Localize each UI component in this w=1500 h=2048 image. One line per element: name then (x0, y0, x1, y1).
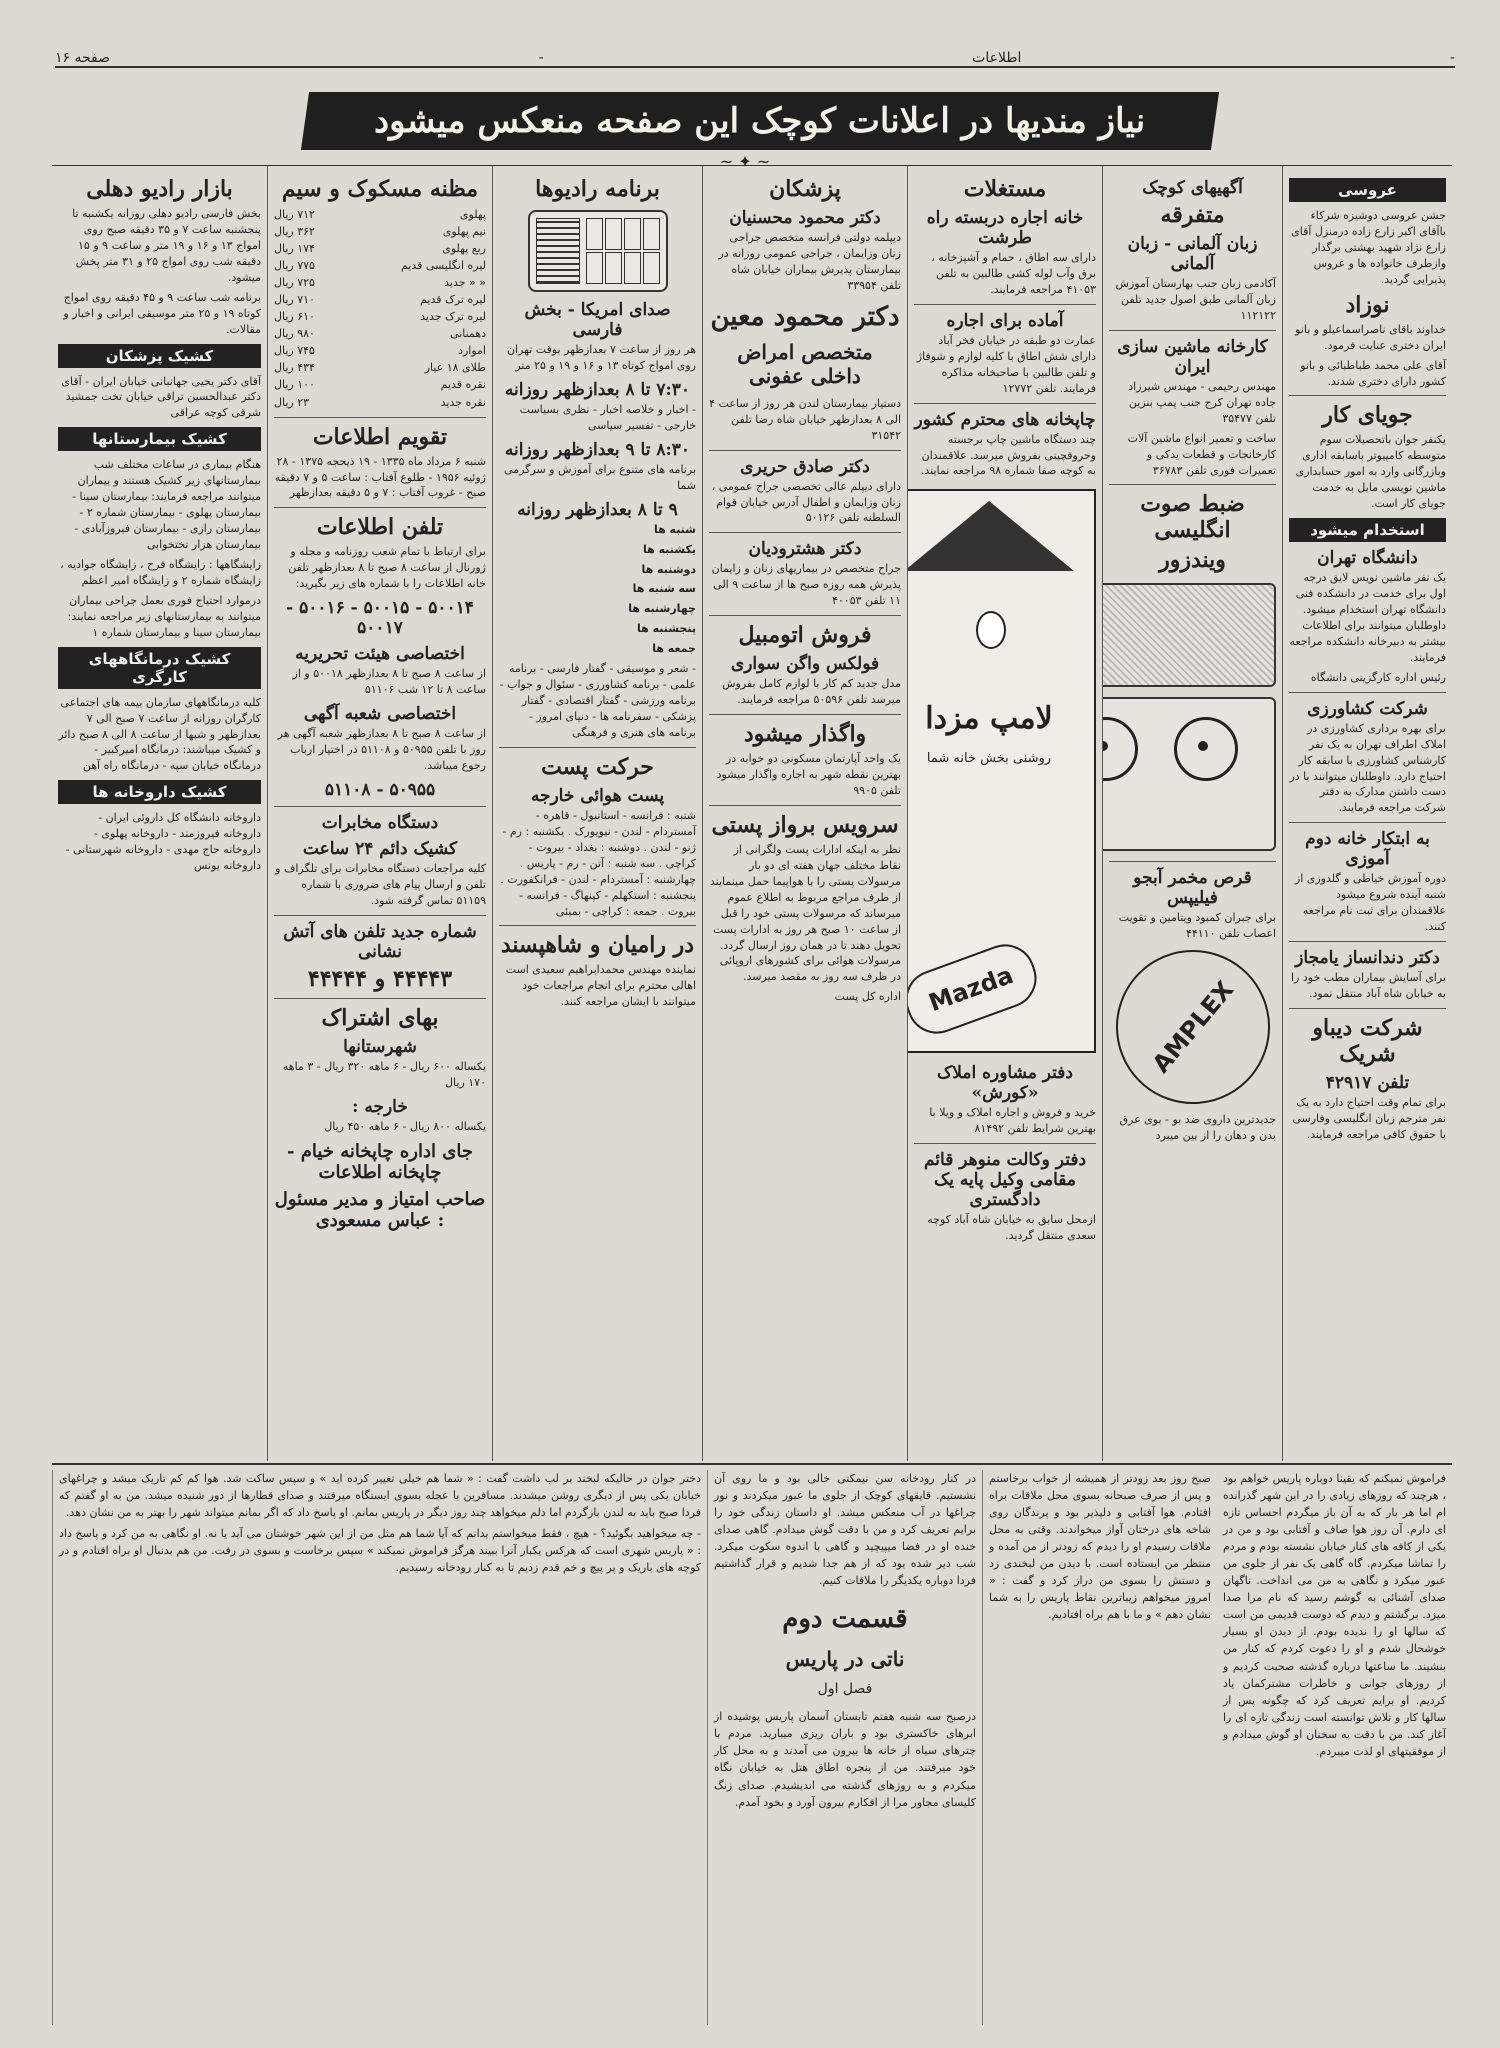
header-dash: - (538, 50, 544, 66)
ad-text: درموارد احتیاج فوری بعمل جراحی بیماران میتوانند به بیمارستانهای زیر مراجعه نمایند: بیمارستان سینا و بیمارستان شماره ۱ (67, 593, 261, 639)
publisher-info: صاحب امتیاز و مدیر مسئول : عباس مسعودی (274, 1188, 486, 1231)
coin-row: لیره انگلیسی قدیم ۷۷۵ ریال (274, 259, 486, 273)
ad-text: ساخت و تعمیر انواع ماشین آلات کارخانجات و قطعات یدکی و تعمیرات فوری تلفن ۳۶۷۸۳ (1127, 431, 1276, 477)
ornament-divider: ~ ✦ ~ (719, 152, 771, 171)
ad-text: بخش فارسی رادیو دهلی روزانه یکشنبه تا پنجشنبه ساعت ۷ و ۳۵ دقیقه صبح روی امواج ۱۳ و ۱۶ و ۱۹ متر و ساعت ۹ و ۱۵ دقیقه شب روی امواج ۲۵ و ۳۱ متر پخش میشود. (72, 207, 261, 284)
ad-text: از ساعت ۸ صبح تا ۸ بعدازظهر ۵۰۰۱۸ و از ساعت ۸ تا ۱۲ شب ۵۱۱۰۶ (292, 667, 486, 697)
ad-text: یک واحد آپارتمان مسکونی دو خوابه در بهترین نقطه شهر به اجاره واگذار میشود تلفن ۹۹۰۵ (716, 752, 901, 797)
column-real-estate (907, 166, 1102, 1461)
story-text: درصبح سه شنبه هفتم تابستان آسمان پاریس پوشیده از ابرهای خاکستری بود و باران ریزی میبارید. مردم با چترهای سیاه از خانه ها بیرون می آمدند و به محل کار خود میرفتند. من از پنجره اطاق هتل به خیابان نگاه میکردم و به روزهای گذشته می اندیشیدم. صدای زنگ کلیسای مجاور مرا از افکارم بیرون آورد و بخود آمدم. (714, 1710, 976, 1809)
ad-title: شماره جدید تلفن های آتش نشانی (283, 921, 477, 962)
mazda-lamp-ad (907, 489, 1096, 1053)
ad-title: دفتر مشاوره املاک «کورش» (936, 1063, 1073, 1104)
coin-row: لیره ترک جدید ۶۱۰ ریال (274, 310, 486, 324)
phone-numbers: ۵۰۹۵۵ - ۵۱۱۰۸ (324, 779, 436, 800)
ad-title: قرص مخمر آبجو فیلیپس (1133, 868, 1252, 909)
ad-text: برای تمام وقت احتیاج دارد به یک نفر مترجم زبان انگلیسی وفارسی با حقوق کافی مراجعه فرمایند. (1292, 1095, 1446, 1141)
ad-text: چند دستگاه ماشین چاپ برجسته وحروفچینی بفروش میرسد. علاقمندان به کوچه صفا شماره ۹۸ مراجعه نمایند. (920, 432, 1096, 478)
ad-text: خداوند باقای ناصراسماعیلو و بانو ایران دختری عنایت فرمود. (1295, 322, 1446, 352)
column-doctors (702, 166, 907, 1461)
lamp-brand: لامپ مزدا (925, 701, 1053, 737)
ad-title: آماده برای اجاره (946, 310, 1064, 331)
ad-text: برنامه های متنوع برای آموزش و سرگرمی شما (504, 462, 696, 492)
coin-row: طلای ۱۸ عیار ۴۳۴ ریال (274, 361, 486, 375)
column-weddings (1282, 166, 1452, 1461)
story-column (52, 1470, 707, 2025)
ad-text: دارای دیپلم عالی تخصصی جراح عمومی ، زنان وزایمان و اطفال آدرس خیابان قوام السلطنه تلفن ۵۰۱۲۶ (711, 479, 901, 525)
ad-title: ۷:۳۰ تا ۸ بعدازظهر روزانه (504, 379, 691, 400)
section-title: عروسی (1289, 178, 1446, 202)
ad-text: یک نفر ماشین نویس لایق درجه اول برای خدمت در دانشکده فنی دانشگاه تهران استخدام میشود. داوطلبان میتوانند برای اطلاعات بیشتر به دبیرخانه دانشکده مراجعه فرمایند. (1289, 571, 1446, 664)
weekday: یکشنبه ها (643, 542, 696, 556)
light-bulb-icon (976, 611, 1006, 649)
ad-text: دوره آموزش خیاطی و گلدوزی از شنبه آینده شروع میشود علاقمندان برای ثبت نام مراجعه کنند. (1294, 872, 1446, 934)
ad-text: - اخبار و خلاصه اخبار - نظری بسیاست خارجی - تفسیر سیاسی (519, 402, 696, 432)
column-small-ads (1102, 166, 1282, 1461)
section-title: سرویس برواز پستی (711, 811, 899, 838)
ad-text: مدل جدید کم کار با لوازم کامل بفروش میرسد تلفن ۵۰۵۹۶ مراجعه فرمایند. (722, 677, 901, 707)
ad-title: دکتر دندانساز یامجاز (1295, 948, 1440, 969)
section-title: تقویم اطلاعات (312, 423, 448, 450)
section-title: حرکت پست (541, 753, 654, 780)
weekday: چهارشنبه ها (628, 602, 696, 616)
ad-text: برای بهره برداری کشاورزی در املاک اطراف تهران به یک نفر کارشناس کشاورزی با سابقه کار احتیاج دارد. داوطلبان میتوانند با در دست داشتن مدارک به دفتر شرکت مراجعه فرمایند. (1289, 721, 1446, 815)
ad-title: کشیک دائم ۲۴ ساعت (302, 838, 458, 859)
ad-title: دکتر هشترودیان (748, 539, 862, 560)
ad-text: کلیه مراجعات دستگاه مخابرات برای تلگراف و تلفن و ارسال پیام های ضروری با شماره ۵۱۱۵۹ تماس گرفته شود. (275, 861, 486, 907)
ad-text: هنگام بیماری در ساعات مختلف شب بیمارستانهای زیر کشیک هستند و بیماران میتوانند مراجعه فرمایند: بیمارستان سینا - بیمارستان پهلوی - بیمارستان شماره ۲ - بیمارستان رازی - بیمارستان فیروزآبادی - بیمارستان هزار تختخوابی (72, 458, 261, 551)
newspaper-name: اطلاعات (972, 50, 1022, 66)
ad-text: زایشگاهها : زایشگاه فرح ، زایشگاه جوادیه ، زایشگاه شماره ۲ و زایشگاه امیر اعظم (60, 557, 261, 587)
story-part-title: قسمت دوم (782, 1604, 908, 1635)
lamp-slogan: روشنی بخش خانه شما (926, 751, 1052, 767)
house-roof-icon (907, 501, 1074, 571)
speaker-illustration (1102, 583, 1276, 687)
ad-title: ۹ تا ۸ بعدازظهر روزانه (517, 499, 678, 520)
story-chapter: فصل اول (817, 1680, 873, 1697)
section-title: آگهیهای کوچک (1142, 178, 1243, 198)
ad-text: آکادمی زبان جنب بهارستان آموزش زبان آلمانی طبق اصول جدید تلفن ۱۱۲۱۲۲ (1115, 277, 1276, 322)
ad-title: شرکت دیباو شریک (1312, 1014, 1423, 1067)
ad-text: هر روز از ساعت ۷ بعدازظهر بوقت تهران روی امواج کوتاه ۱۳ و ۱۶ و ۱۹ و ۲۵ متر (506, 343, 696, 372)
section-title: واگذار میشود (743, 721, 867, 748)
weekday: دوشنبه ها (641, 562, 696, 576)
ad-text: یکنفر جوان باتحصیلات سوم متوسطه کامپیوتر باسابقه اداری وبازرگانی وارد به امور حسابداری ماشین نویسی مایل به خدمت جویای کار است. (1295, 433, 1446, 511)
ad-title: کارخانه ماشین سازی ایران (1117, 336, 1268, 377)
ad-text: دارای سه اطاق ، حمام و آشپزخانه ، برق وآب لوله کشی طالبین به تلفن ۴۱۰۵۳ مراجعه فرمایند. (931, 251, 1096, 296)
classifieds-grid (52, 165, 1452, 1465)
section-title: کشیک درمانگاههای کارگری (58, 647, 261, 689)
ad-text: آقای علی محمد طباطبائی و بانو کشور دارای دختری شدند. (1300, 358, 1446, 388)
section-title: نوزاد (1345, 291, 1390, 318)
phone-numbers: ۴۴۴۴۳ و ۴۴۴۴۴ (307, 965, 453, 992)
ad-title: دکتر صادق حریری (740, 456, 870, 477)
ad-title: پست هوائی خارجه (530, 785, 665, 806)
ad-title: خانه اجاره دربسته راه طرشت (926, 208, 1084, 248)
ad-title: دانشگاه تهران (1317, 548, 1418, 569)
ad-title: شهرستانها (343, 1036, 417, 1057)
ad-title: خارجه : (352, 1096, 408, 1117)
ad-title: دفتر وکالت منوهر قائم مقامی وکیل پایه یک دادگستری (923, 1150, 1087, 1211)
coin-row: لیره ترک قدیم ۷۱۰ ریال (274, 293, 486, 307)
ad-text: کلیه درمانگاههای سازمان بیمه های اجتماعی کارگران روزانه از ساعت ۷ صبح الی ۷ بعدازظهر و شبها از ساعت ۸ الی ۸ صبح دائر و کشیک میباشند: درمانگاه امیرکبیر - درمانگاه خیابان سپه - درمانگاه راه آهن (58, 695, 261, 773)
story-text: - چه میخواهید بگوئید؟ - هیچ ، فقط میخواستم بدانم که آیا شما هم مثل من از این شهر خوشتان می آید یا نه. او نگاهی به من کرد و پاسخ داد : « پاریس شهری است که هرکس یکبار آنرا ببیند هرگز فراموش نمیکند » سپس برخاست و بسوی در رفت. من هم بدنبال او براه افتادم و در کوچه های باریک و پر پیچ و خم قدم زدیم تا به کنار رودخانه رسیدیم. (59, 1527, 701, 1575)
amplex-logo: AMPLEX (1102, 919, 1282, 1136)
ad-text: برای آسایش بیماران مطب خود را به خیابان شاه آباد منتقل نمود. (1291, 971, 1446, 1000)
ad-text: - شعر و موسیقی - گفتار فارسی - برنامه علمی - برنامه کشاورزی - سئوال و جواب - برنامه ورزشی - گفتار اقتصادی - گفتار پزشکی - سفرنامه ها - دنیای امروز - برنامه های هنری و فرهنگی (499, 662, 696, 739)
weekday: جمعه ها (652, 642, 696, 656)
coin-row: ربع پهلوی ۱۷۴ ریال (274, 242, 486, 256)
tape-recorder-illustration (1102, 697, 1276, 851)
ad-text: ازمحل سابق به خیابان شاه آباد کوچه سعدی منتقل گردید. (927, 1213, 1096, 1243)
section-title: استخدام میشود (1289, 518, 1446, 542)
ad-title: شرکت کشاورزی (1307, 698, 1428, 719)
story-text: دختر جوان در حالیکه لبخند بر لب داشت گفت : « شما هم خیلی تغییر کرده اید » و سپس ساکت شد. هوا کم کم تاریک میشد و چراغهای خیابان یکی پس از دیگری روشن میشدند. مسافرین با عجله بسوی ایستگاه میرفتند و صدای قطارها از دور شنیده میشد. من به او گفتم که فردا صبح باید به لندن بازگردم اما دلم میخواهد چند روز دیگر در پاریس بمانم. او پاسخ داد که اگر بمانم میتواند شهر را بهتر به من نشان دهد. (59, 1472, 701, 1520)
mazda-logo: Mazda (907, 936, 1045, 1042)
radio-icon (528, 210, 668, 292)
ad-text: برای جبران کمبود ویتامین و تقویت اعصاب تلفن ۴۴۱۱۰ (1118, 911, 1276, 941)
ad-text: از ساعت ۸ صبح تا ۸ بعدازظهر شعبه آگهی هر روز با تلفن ۵۰۹۵۵ و ۵۱۱۰۸ در اختیار ارباب رجوع میباشد. (277, 727, 486, 772)
weekday: شنبه ها (653, 522, 696, 536)
doctor-specialty: متخصص امراض داخلی عفونی (737, 339, 873, 388)
page-number: صفحه ۱۶ (55, 50, 111, 66)
ad-text: عمارت دو طبقه در خیابان فخر آباد دارای شش اطاق با کلیه لوازم و شوفاژ و تلفن طالبین با صاحبخانه مذاکره فرمایند. تلفن ۱۲۷۷۲ (916, 333, 1096, 395)
section-title: کشیک پزشکان (58, 344, 261, 368)
ad-phone: تلفن ۴۲۹۱۷ (1325, 1072, 1410, 1093)
publisher-info: جای اداره چاپخانه خیام - چاپخانه اطلاعات (287, 1140, 473, 1183)
ad-title: چاپخانه های محترم کشور (914, 409, 1096, 430)
story-text: صبح روز بعد زودتر از همیشه از خواب برخاستم و پس از صرف صبحانه بسوی محل ملاقات براه افتادم. هوا آفتابی و دلپذیر بود و پرندگان روی شاخه های درختان آواز میخواندند. وقتی به محل ملاقات رسیدم او را دیدم که زودتر از من آمده و منتظر من ایستاده است. با دیدن من لبخندی زد و دستش را بسوی من دراز کرد و گفت : « امروز میخواهم زیباترین نقاط پاریس را به شما نشان دهم » و ما با هم براه افتادیم. (989, 1472, 1211, 1622)
coin-row: نقره قدیم ۱۰۰ ریال (274, 378, 486, 392)
ad-title: صدای امریکا - بخش فارسی (524, 300, 671, 340)
page-header (55, 38, 1455, 68)
phone-numbers: ۵۰۰۱۴ - ۵۰۰۱۵ - ۵۰۰۱۶ - ۵۰۰۱۷ (286, 598, 474, 639)
ad-title: اختصاصی هیئت تحریریه (295, 644, 465, 665)
ad-text: نظر به اینکه ادارات پست ولگرانی از نقاط مختلف جهان هفته ای دو بار مرسولات پستی را با هواپیما حمل مینمایند از طرف مراجع مربوط به اطلاع عموم میرساند که مرسولات پستی خود را قبل از ساعت ۱۰ صبح هر روز به ادارات پست تحویل دهند تا در همان روز ارسال گردد. مرسولات هوائی برای کشورهای اروپائی در ظرف سه روز به مقصد میرسد. (709, 842, 901, 984)
story-column (982, 1470, 1217, 2025)
ad-text: دیپلمه دولتی فرانسه متخصص جراحی زنان وزایمان ، جراحی عمومی روزانه در بیمارستان پذیرش بیماران خیابان شاه تلفن ۳۳۹۵۴ (718, 231, 901, 292)
story-text: فراموش نمیکنم که یقینا دوباره پاریس خواهم بود ، هرچند که روزهای زیادی را در این شهر گذرانده ام اما هر بار که به آن باز میگردم احساس تازه ای دارم. آن روز هوا صاف و آفتابی بود و من در یکی از کافه های کنار خیابان نشسته بودم و مردم را تماشا میکردم. گاه گاهی یک نفر از جلوی من عبور میکرد و نگاهی به من می انداخت. ناگهان صدای آشنائی به گوشم رسید که نام مرا صدا میزد. برگشتم و دیدم که دوست قدیمی من است که سالها او را ندیده بودم. از دیدن او بسیار خوشحال شدم و او را دعوت کردم که کنار من بنشیند. ما ساعتها درباره گذشته صحبت کردیم و از روزهای جوانی و خاطرات مشترکمان یاد کردیم. او برایم تعریف کرد که چگونه پس از سالها کار و تلاش توانسته است زندگی تازه ای را آغاز کند. من با دقت به سخنان او گوش میدادم و از موفقیتهای او لذت میبردم. (1223, 1472, 1446, 1758)
ad-text: یکساله ۸۰۰ ریال - ۶ ماهه ۴۵۰ ریال (324, 1119, 486, 1133)
ad-text: مهندس رحیمی - مهندس شیرزاد جاده تهران کرج جنب پمپ بنزین تلفن ۳۵۴۷۷ (1128, 379, 1276, 425)
banner-text: نیاز مندیها در اعلانات کوچک این صفحه منعکس میشود (374, 101, 1146, 141)
section-title: پزشکان (769, 176, 841, 202)
ad-text: داروخانه دانشگاه کل داروئی ایران - داروخانه فیروزمند - داروخانه پهلوی - داروخانه حاج مهدی - داروخانه شهرستانی - داروخانه یونس (65, 811, 261, 873)
ad-title: ۸:۳۰ تا ۹ بعدازظهر روزانه (504, 439, 691, 460)
section-title: مستغلات (963, 176, 1047, 202)
section-title: کشیک داروخانه ها (58, 780, 261, 804)
column-radio (492, 166, 702, 1461)
ad-text: رئیس اداره کارگزینی دانشگاه (1310, 670, 1446, 684)
story-text: در کنار رودخانه سن نیمکتی خالی بود و ما روی آن نشستیم. قایقهای کوچک از جلوی ما عبور میکردند و نور چراغها در آب منعکس میشد. او داستان زندگی خود را برایم تعریف کرد و من با دقت گوش میدادم. گاهی صدای خنده او در فضا میپیچید و گاهی با اندوه سکوت میکرد. شب دیر شده بود که از هم جدا شدیم و قرار گذاشتیم فردا دوباره یکدیگر را ملاقات کنیم. (714, 1472, 976, 1588)
section-title: متفرقه (1160, 202, 1225, 228)
ad-text: شنبه ۶ مرداد ماه ۱۳۳۵ - ۱۹ ذیحجه ۱۳۷۵ - ۲۸ ژوئیه ۱۹۵۶ - طلوع آفتاب : ساعت ۵ و ۷ دقیقه صبح - غروب آفتاب : ۷ و ۵ دقیقه بعدازظهر (274, 454, 486, 500)
coin-row: نقره جدید ۲۳ ریال (274, 395, 486, 409)
section-title: تلفن اطلاعات (316, 514, 444, 541)
weekday: پنجشنبه ها (637, 622, 696, 636)
section-title: جویای کار (1322, 402, 1413, 429)
coin-row: اموارد ۷۴۵ ریال (274, 344, 486, 358)
section-title: برنامه رادیوها (535, 176, 660, 202)
column-coins (267, 166, 492, 1461)
weekday: سه شنبه ها (632, 582, 696, 596)
ad-text: برای ارتباط با تمام شعب روزنامه و مجله و ژورنال از ساعت ۸ صبح تا ۸ بعدازظهر تلفن خانه اطلاعات را با شماره های زیر بگیرید: (288, 545, 486, 591)
header-dash: - (1449, 50, 1455, 66)
coin-row: پهلوی ۷۱۲ ریال (274, 208, 486, 221)
ad-text: برنامه شب ساعت ۹ و ۴۵ دقیقه روی امواج کوتاه ۱۹ و ۲۵ متر موسیقی ایرانی و اخبار و مقالات. (63, 290, 261, 336)
story-column (707, 1470, 982, 2025)
ad-title: دکتر محمود محسنیان (729, 208, 881, 228)
section-title: کشیک بیمارستانها (58, 427, 261, 451)
ad-text: خرید و فروش و اجاره املاک و ویلا با بهترین شرایط تلفن ۸۱۴۹۲ (929, 1106, 1096, 1136)
coin-row: « « جدید ۷۲۵ ریال (274, 276, 486, 290)
ad-text: دستیار بیمارستان لندن هر روز از ساعت ۴ الی ۸ بعدازظهر خیابان شاه رضا تلفن ۳۱۵۴۲ (709, 396, 901, 442)
ad-text: شنبه : فرانسه - استانبول - قاهره - آمستردام - لندن - نیویورک . یکشنبه : رم - ژنو - لندن . دوشنبه : بغداد - بیروت - کراچی . سه شنبه : آتن - رم - پاریس . چهارشنبه : آمستردام - لندن - فرانکفورت . پنجشنبه : استکهلم - کپنهاگ - فرانسه - بیروت . جمعه : کراچی - بمبئی (500, 808, 696, 918)
ad-text: جشن عروسی دوشیزه شرکاء باآقای اکبر زارع زاده درمنزل آقای زارع نژاد شهید بهشتی برگذار وازطرف خانواده ها و عروس پذیرایی گردید. (1291, 209, 1446, 286)
ad-title: فولکس واگن سواری (730, 654, 880, 675)
ad-title: دستگاه مخابرات (321, 812, 439, 833)
doctor-big-name: دکتر محمود معین (710, 301, 900, 332)
section-title: مظنه مسکوک و سیم (281, 176, 479, 202)
ad-text: جدیدترین داروی ضد بو - بوی عرق بدن و دهان را از بین میبرد (1119, 1113, 1276, 1143)
serial-story (52, 1470, 1452, 2030)
story-column (1217, 1470, 1452, 2025)
section-title: بهای اشتراک (321, 1004, 439, 1031)
ad-text: نماینده مهندس محمدابراهیم سعیدی است اهالی محترم برای انجام مراجعات خود میتوانند با ایشان مراجعه کنند. (505, 963, 696, 1009)
coin-row: نیم پهلوی ۳۶۲ ریال (274, 225, 486, 239)
section-title: فروش اتومبیل (738, 622, 872, 649)
ad-text: جراح متخصص در بیماریهای زنان و زایمان پذیرش همه روزه صبح ها از ساعت ۹ الی ۱۱ تلفن ۴۰۰۵۳ (711, 562, 901, 608)
coin-row: دهمنانی ۹۸۰ ریال (274, 327, 486, 341)
ad-text: آقای دکتر یحیی جهانبانی خیابان ایران - آقای دکتر عبدالحسین تراقی خیابان تخت جمشید شرقی کوچه عراقی (61, 374, 261, 420)
ad-text: یکساله ۶۰۰ ریال - ۶ ماهه ۳۲۰ ریال - ۳ ماهه ۱۷۰ ریال (282, 1059, 486, 1089)
story-title: ناتی در پاریس (785, 1646, 905, 1671)
section-title: در رامیان و شاهپسند (500, 932, 695, 959)
ad-title: زبان آلمانی - زبان آلمانی (1127, 234, 1258, 274)
brand-name: ویندزور (1159, 547, 1226, 574)
ad-title: ضبط صوت انگلیسی (1140, 491, 1245, 544)
ad-title: اختصاصی شعبه آگهی (303, 704, 457, 725)
classifieds-banner (301, 92, 1219, 150)
ad-signature: اداره کل پست (834, 990, 901, 1004)
ad-title: به ابتکار خانه دوم آموزی (1305, 829, 1430, 870)
column-hospitals (52, 166, 267, 1461)
section-title: بازار رادیو دهلی (86, 176, 233, 202)
coin-price-table (274, 206, 486, 411)
